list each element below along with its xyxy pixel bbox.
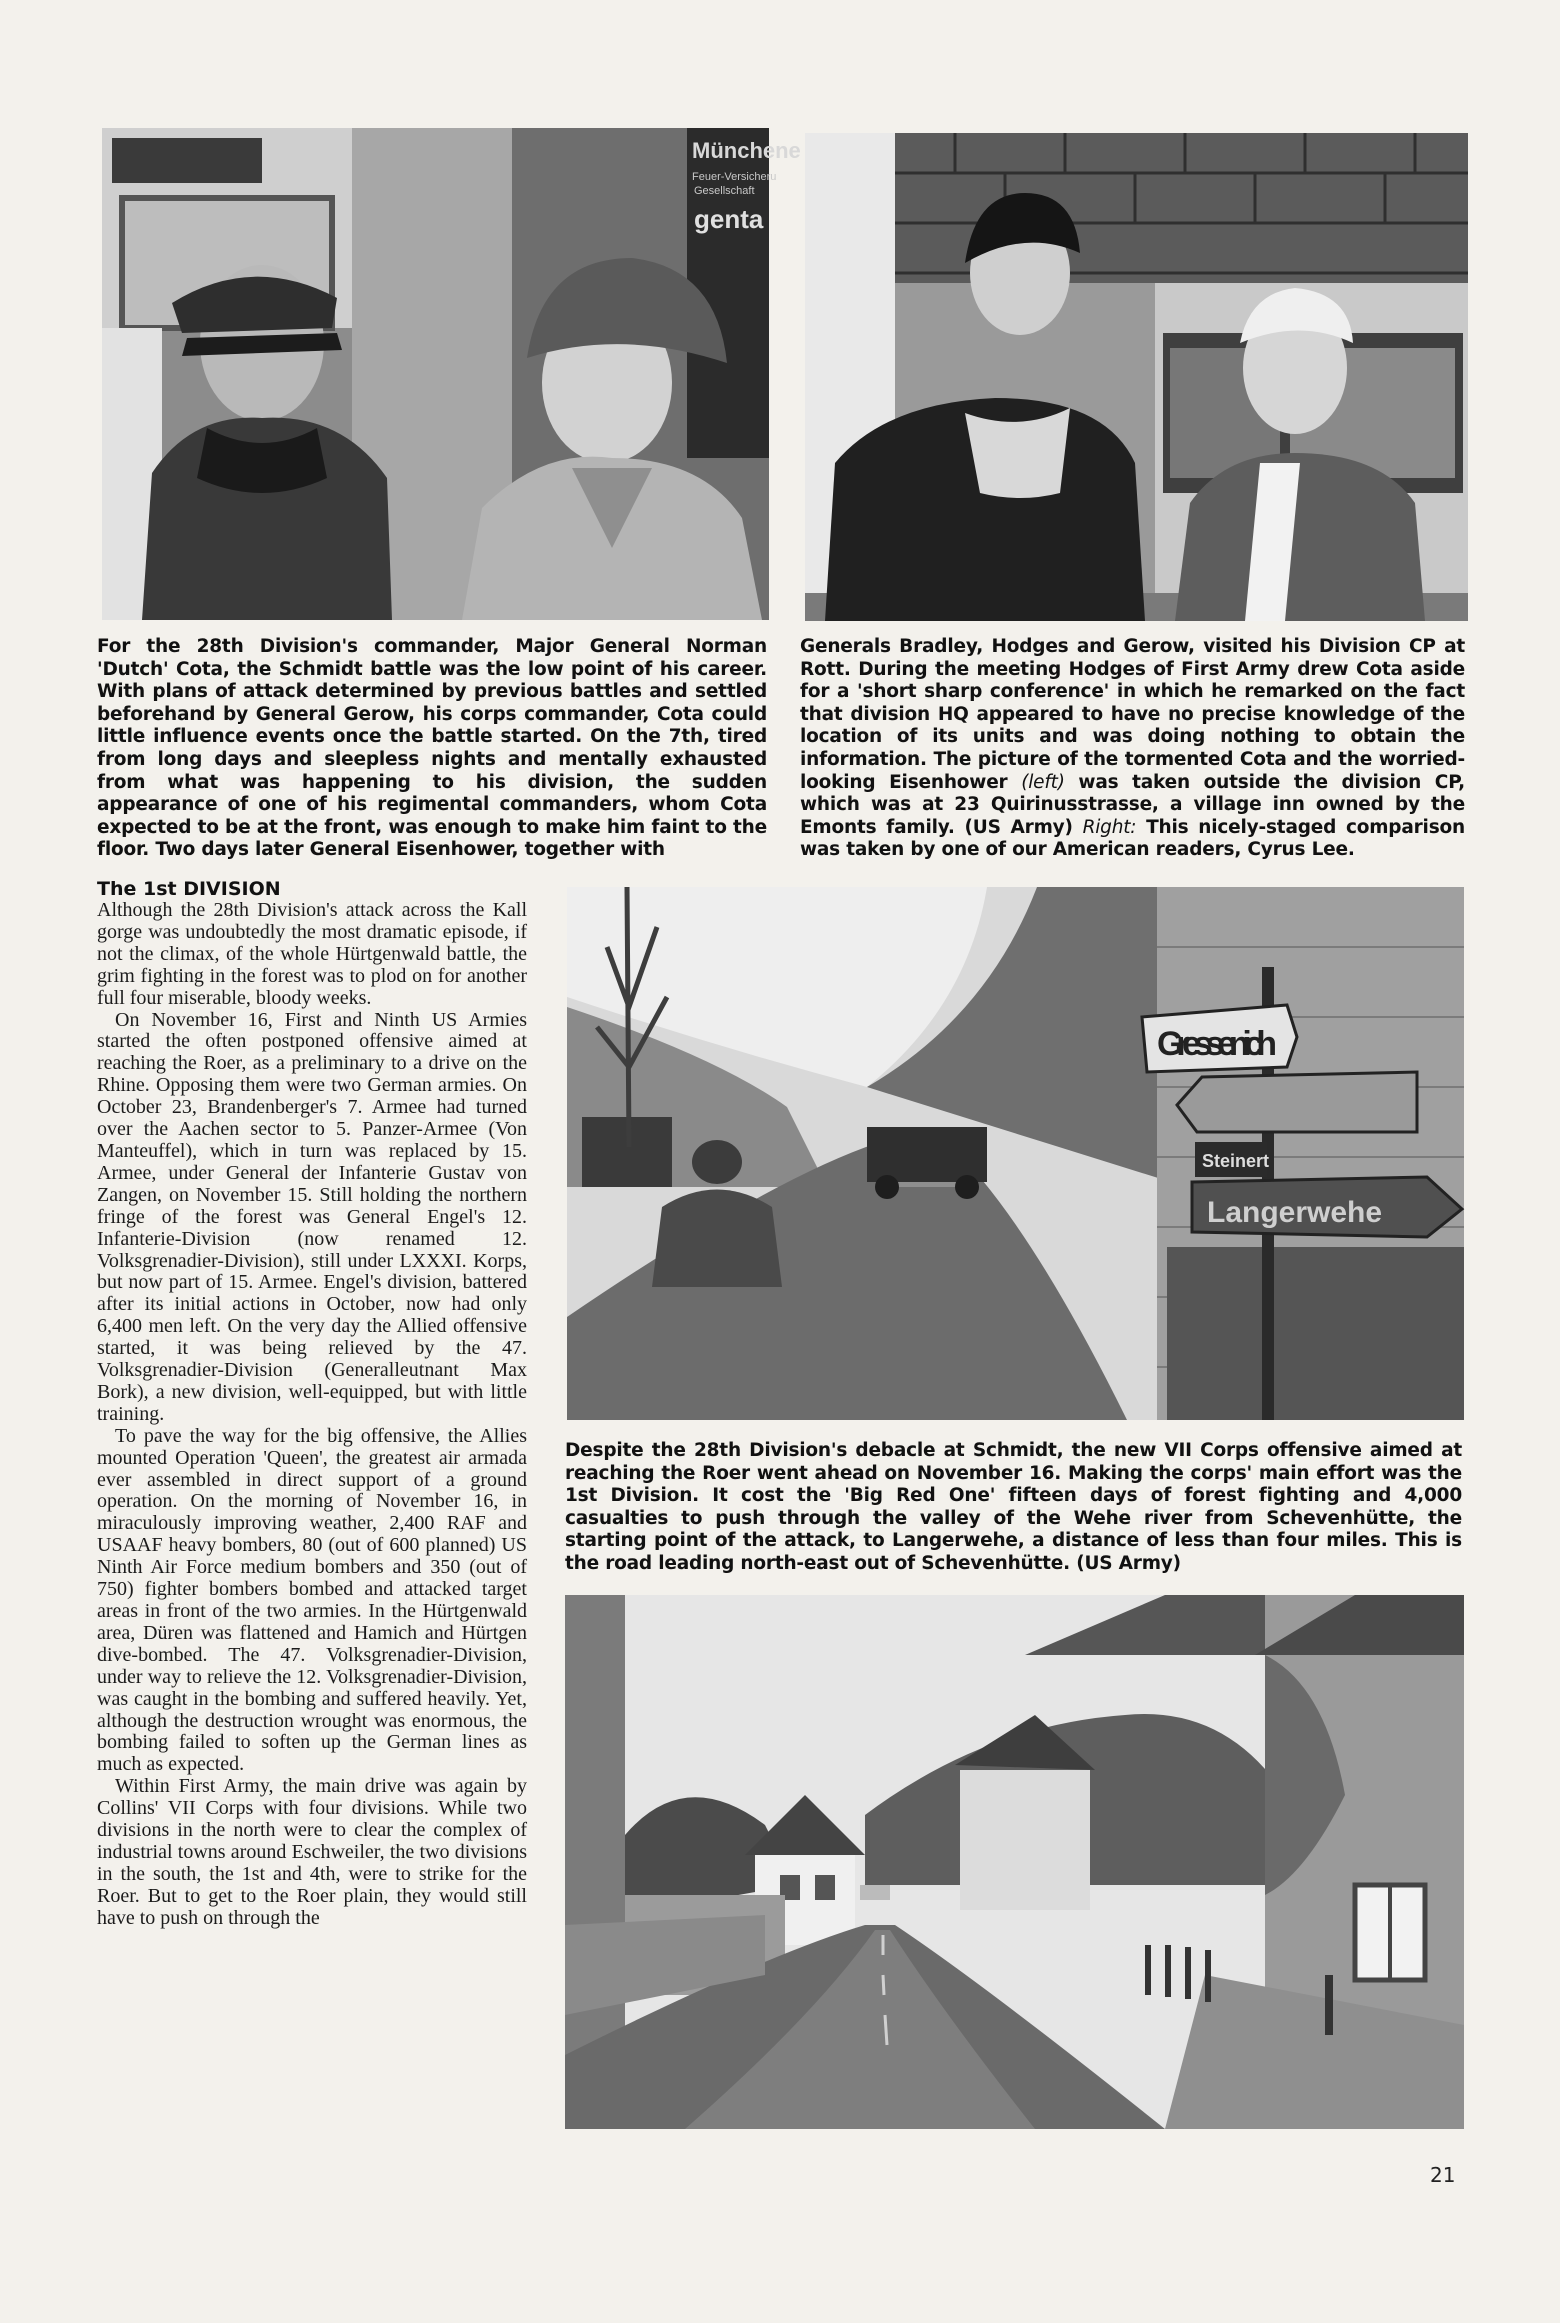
sign-langerwehe: Langerwehe xyxy=(1207,1196,1383,1229)
sign-munchen: Münchene xyxy=(692,138,801,163)
caption-middle-right: Despite the 28th Division's debacle at Schmidt, the new VII Corps offensive aimed at reaching the Roer went ahead on November 16. Making the corps' main effort was the 1st Division. It cost the 'Big Red One' fifteen days of forest fighting and 4,000 casualties to push through the valley of the Wehe river from Schevenhütte, the starting point of the attack, to Langerwehe, a distance of less than four miles. This is the road leading north-east out of Schevenhütte. (US Army) xyxy=(565,1440,1462,1574)
sign-gressenich: Gressenich xyxy=(1157,1025,1277,1063)
paragraph: Although the 28th Division's attack across the Kall gorge was undoubtedly the most dramatic episode, if not the climax, of the whole Hürtgenwald battle, the grim fighting in the forest was to plod on for another full four miserable, bloody weeks. xyxy=(97,899,527,1009)
photo-comparison xyxy=(805,133,1468,621)
sign-gesellschaft: Gesellschaft xyxy=(694,185,755,197)
paragraph: On November 16, First and Ninth US Armies started the often postponed offensive aimed at reaching the Roer, as a preliminary to a drive on the Rhine. Opposing them were two German armies. On October 23, Brandenberger's 7. Armee had turned over the Aachen sector to 5. Panzer-Armee (Von Manteuffel), which in turn was replaced by 15. Armee, under General der Infanterie Gustav von Zangen, on November 15. Still holding the northern fringe of the forest was General Engel's 12. Infanterie-Division (now renamed 12. Volksgrenadier-Division), still under LXXXI. Korps, but now part of 15. Armee. Engel's division, battered after its initial actions in October, now had only 6,400 men left. On the very day the Allied offensive started, it was being relieved by the 47. Volksgrenadier-Division (Generalleutnant Max Bork), a new division, well-equipped, but with little training. xyxy=(97,1008,527,1425)
caption-left-marker: (left) xyxy=(1021,771,1065,793)
paragraph: To pave the way for the big offensive, the Allies mounted Operation 'Queen', the greatest air armada ever assembled in direct support of a ground operation. On the morning of November 16, in miraculously improving weather, 2,400 RAF and USAAF heavy bombers, 80 (out of 600 planned) US Ninth Air Force medium bombers and 350 (out of 750) fighter bombers bombed and attacked target areas in front of the two armies. In the Hürtgenwald area, Düren was flattened and Hamich and Hürtgen dive-bombed. The 47. Volksgrenadier-Division, under way to relieve the 12. Volksgrenadier-Division, was caught in the bombing and suffered heavily. Yet, although the destruction wrought was enormous, the bombing failed to soften up the German lines as much as expected. xyxy=(97,1424,527,1776)
photo-eisenhower-cota xyxy=(102,128,801,620)
caption-top-right xyxy=(800,636,1465,862)
page-number: 21 xyxy=(1430,2163,1456,2187)
paragraph: Within First Army, the main drive was again by Collins' VII Corps with four divisions. While two divisions in the north were to clear the complex of industrial towns around Eschweiler, the two divisions in the south, the 1st and 4th, were to strike for the Roer. But to get to the Roer plain, they would still have to push on through the xyxy=(97,1775,527,1929)
caption-top-right-part2: was taken outside the division CP, which was at 23 Quirinusstrasse, a village inn owned by the Emonts family. (US Army) xyxy=(800,771,1465,838)
caption-top-right-part1: Generals Bradley, Hodges and Gerow, visited his Division CP at Rott. During the meeting Hodges of First Army drew Cota aside for a 'short sharp conference' in which he remarked on the fact that division HQ appeared to have no precise knowledge of the location of its units and was doing nothing to obtain the information. The picture of the tormented Cota and the worried-looking Eisenhower xyxy=(800,636,1465,793)
article-body xyxy=(97,900,527,1930)
caption-top-left: For the 28th Division's commander, Major General Norman 'Dutch' Cota, the Schmidt battle was the low point of his career. With plans of attack determined by previous battles and settled beforehand by General Gerow, his corps commander, Cota could little influence events once the battle started. On the 7th, tired from long days and sleepless nights and mentally exhausted from what was happening to his division, the sudden appearance of one of his regimental commanders, whom Cota expected to be at the front, was enough to make him faint to the floor. Two days later General Eisenhower, together with xyxy=(97,636,767,861)
photo-schevenhuette-today xyxy=(565,1595,1464,2129)
sign-steinert: Steinert xyxy=(1202,1151,1270,1171)
sign-agentur: genta xyxy=(694,204,764,234)
sign-feuer: Feuer-Versicheru xyxy=(692,171,777,183)
photo-schevenhuette-1944 xyxy=(567,887,1464,1420)
section-heading: The 1st DIVISION xyxy=(97,878,281,900)
caption-top-right-part3: This nicely-staged comparison was taken by one of our American readers, Cyrus Lee. xyxy=(800,816,1465,861)
caption-right-marker: Right: xyxy=(1082,816,1137,838)
